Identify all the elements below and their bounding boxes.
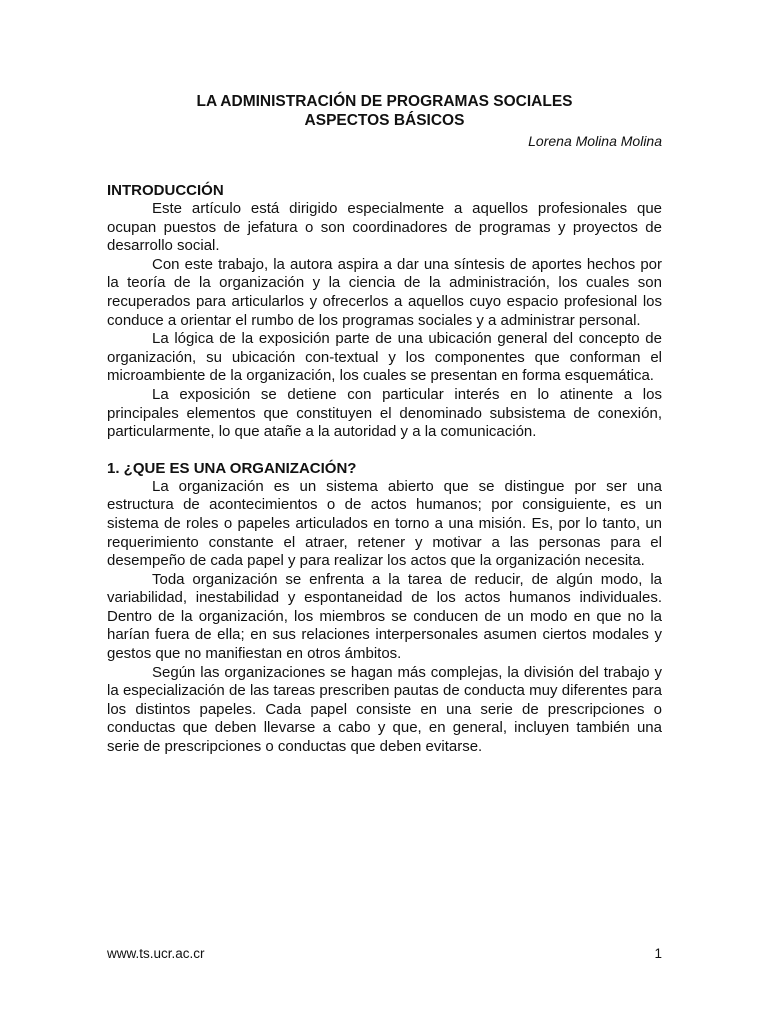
section1-paragraph: Toda organización se enfrenta a la tarea de reducir, de algún modo, la variabilidad, inestabilidad y espontaneidad de los actos humanos individuales. Dentro de la organización, los miembros se conducen de un modo en que no la harían fuera de ella; en sus relaciones interpersonales asumen ciertos modales y gestos que no manifiestan en otros ámbitos. <box>107 570 662 663</box>
document-author: Lorena Molina Molina <box>528 133 662 149</box>
section1-paragraph: Según las organizaciones se hagan más complejas, la división del trabajo y la especialización de las tareas prescriben pautas de conducta muy diferentes para los distintos papeles. Cada papel consiste en una serie de prescripciones o conductas que deben llevarse a cabo y que, en general, incluyen también una serie de prescripciones o conductas que deben evitarse. <box>107 663 662 756</box>
page-number: 1 <box>654 946 662 961</box>
introduction-paragraph: La lógica de la exposición parte de una ubicación general del concepto de organización, su ubicación con-textual y los componentes que conforman el microambiente de la organización, los cuales se presentan en forma esquemática. <box>107 330 662 385</box>
document-title-line1: LA ADMINISTRACIÓN DE PROGRAMAS SOCIALES <box>196 93 573 110</box>
footer-url: www.ts.ucr.ac.cr <box>107 946 205 961</box>
introduction-paragraph: Con este trabajo, la autora aspira a dar una síntesis de aportes hechos por la teoría de la organización y la ciencia de la administración, los cuales son recuperados para articularlos y ofrecerlos a aquellos cuyo espacio profesional los conduce a orientar el rumbo de los programas sociales y a administrar personal. <box>107 255 662 329</box>
introduction-heading: INTRODUCCIÓN <box>107 182 224 199</box>
section1-paragraph: La organización es un sistema abierto que se distingue por ser una estructura de acontecimientos o de actos humanos; por consiguiente, es un sistema de roles o papeles articulados en torno a una misión. Es, por lo tanto, un requerimiento constante el atraer, retener y motivar a las personas para el desempeño de cada papel y para realizar los actos que la organización necesita. <box>107 477 662 570</box>
introduction-paragraph: Este artículo está dirigido especialmente a aquellos profesionales que ocupan puestos de jefatura o son coordinadores de programas y proyectos de desarrollo social. <box>107 200 662 255</box>
document-title-line2: ASPECTOS BÁSICOS <box>304 112 465 129</box>
document-page <box>107 92 662 757</box>
introduction-paragraph: La exposición se detiene con particular interés en lo atinente a los principales elementos que constituyen el denominado subsistema de conexión, particularmente, lo que atañe a la autoridad y a la comunicación. <box>107 385 662 441</box>
section1-heading: 1. ¿QUE ES UNA ORGANIZACIÓN? <box>107 459 357 477</box>
